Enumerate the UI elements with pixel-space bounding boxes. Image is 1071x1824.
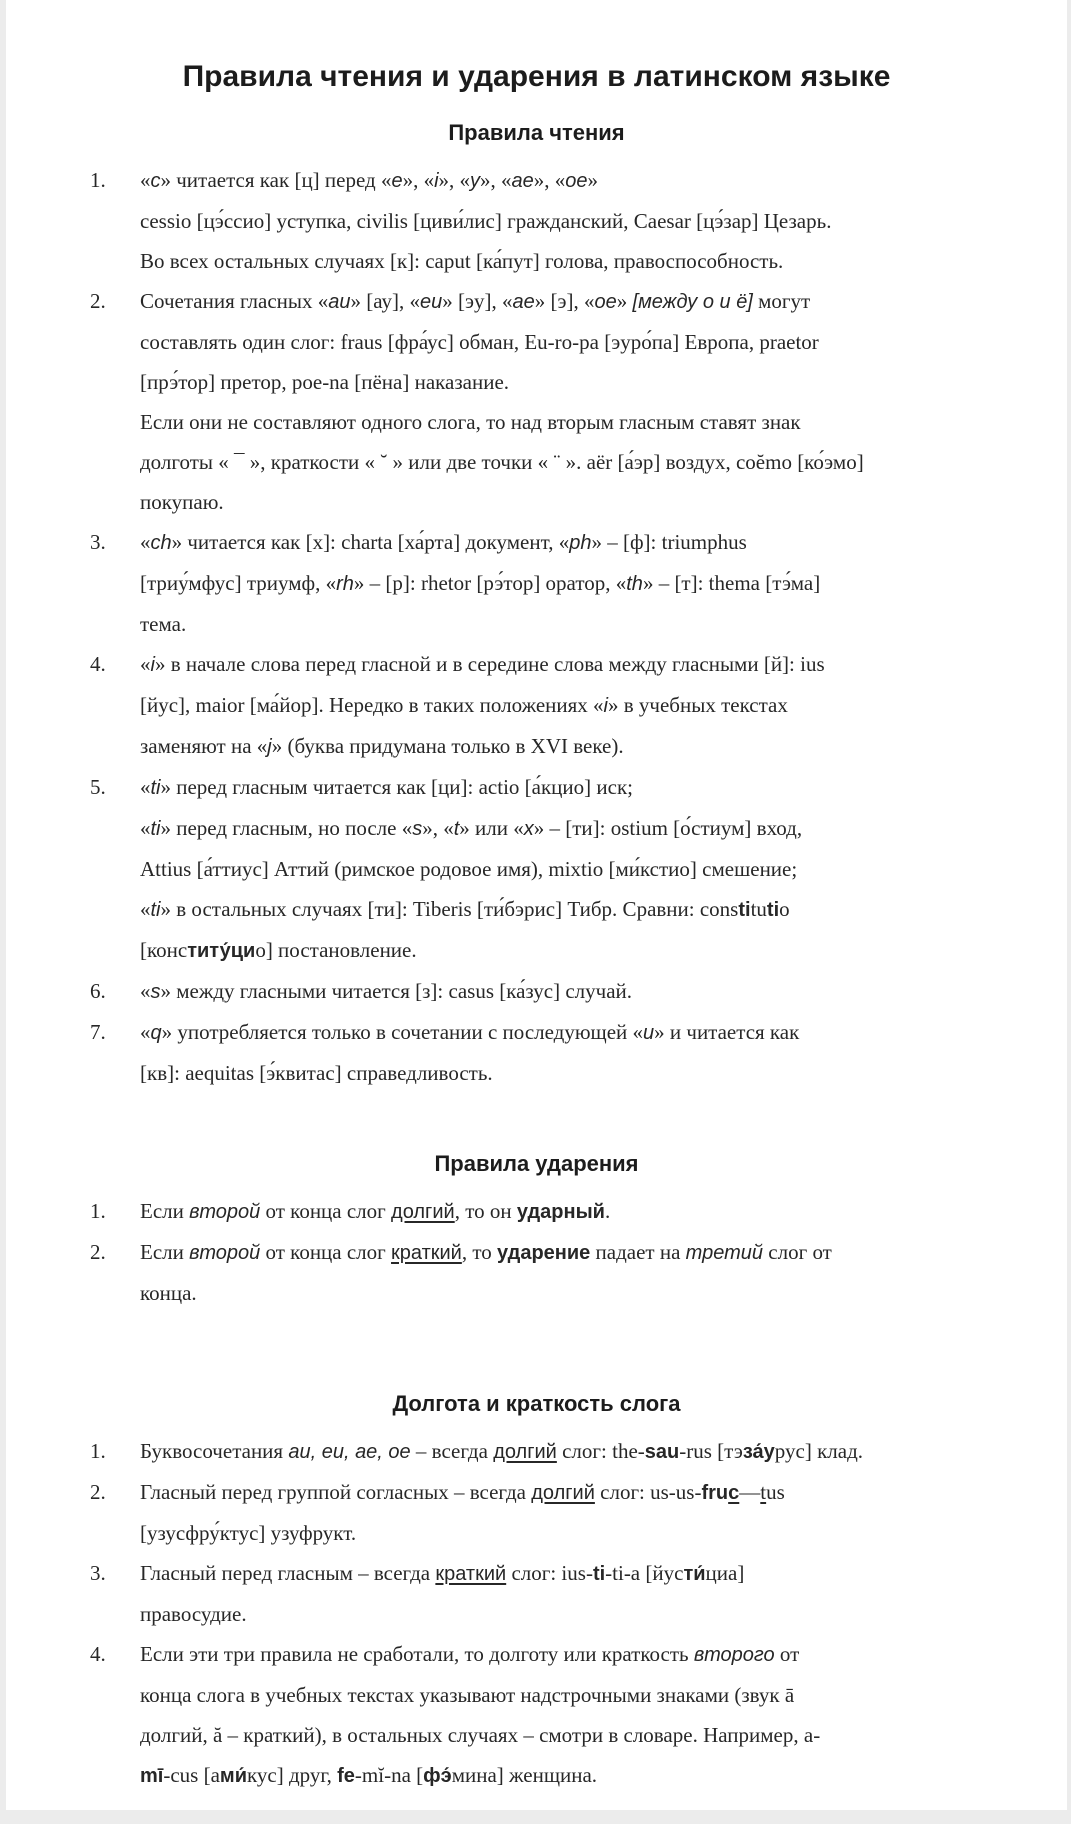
text-line <box>140 1675 1031 1715</box>
text-line <box>140 1273 1031 1313</box>
text-run: tu <box>750 897 767 921</box>
text-run: составлять один слог: fraus [фра́ус] обман, Eu-ro-pa [эуро́па] Европа, praetor <box>140 330 819 354</box>
text-run: Буквосочетания <box>140 1439 289 1463</box>
list-item <box>6 1232 1067 1313</box>
list-item-number: 1. <box>90 1199 106 1223</box>
text-run: ti <box>766 899 780 921</box>
list-item-content <box>140 1191 1031 1232</box>
text-run: долгий <box>391 1201 455 1223</box>
list-item <box>6 1012 1067 1093</box>
text-run: ti <box>150 899 161 921</box>
text-run: « <box>140 168 151 192</box>
text-line <box>140 160 1031 201</box>
list-item-content <box>140 522 1031 644</box>
list-item-content <box>140 160 1031 281</box>
text-run: » <box>616 289 633 313</box>
text-run: » [ау], « <box>350 289 421 313</box>
list-item <box>6 281 1067 522</box>
text-line <box>140 726 1031 767</box>
text-run: Если <box>140 1240 190 1264</box>
text-run: ch <box>150 532 172 554</box>
text-run: — <box>739 1480 761 1504</box>
text-line <box>140 1012 1031 1053</box>
text-run: ое <box>565 170 588 192</box>
document-title: Правила чтения и ударения в латинском языке <box>182 60 891 93</box>
section <box>6 1389 1067 1796</box>
text-run: » [э], « <box>534 289 595 313</box>
list-item <box>6 1431 1067 1472</box>
text-run: [прэ́тор] претор, poe-na [пёна] наказание. <box>140 370 510 394</box>
text-run: c <box>728 1482 740 1504</box>
text-line <box>140 930 1031 971</box>
text-run: [между о и ё] <box>632 291 753 313</box>
text-run: слог от <box>763 1240 832 1264</box>
text-run: Если они не составляют одного слога, то над вторым гласным ставят знак <box>140 410 801 434</box>
text-run: ае <box>511 170 534 192</box>
text-run: слог: the- <box>556 1439 645 1463</box>
section-heading: Правила ударения <box>434 1151 639 1176</box>
section <box>6 1149 1067 1313</box>
text-run: » [эу], « <box>442 289 513 313</box>
text-run: au <box>328 291 351 313</box>
text-run: » <box>587 168 599 192</box>
text-line <box>140 1191 1031 1232</box>
text-run: третий <box>685 1242 764 1264</box>
text-line <box>140 201 1031 241</box>
text-run: кус] друг, <box>247 1763 338 1787</box>
text-run: x <box>523 818 534 840</box>
text-line <box>140 604 1031 644</box>
text-line <box>140 1594 1031 1634</box>
list-item-number: 5. <box>90 775 106 799</box>
list-item-number: 7. <box>90 1020 106 1044</box>
text-run: Если <box>140 1199 190 1223</box>
text-run: от конца слог <box>260 1240 392 1264</box>
text-run: s <box>150 981 161 1003</box>
text-run: слог: us-us- <box>594 1480 702 1504</box>
rules-list <box>6 160 1067 1093</box>
text-run: » читается как [ц] перед « <box>160 168 392 192</box>
text-run: mī <box>140 1765 164 1787</box>
text-run: » между гласными читается [з]: casus [ка́зус] случай. <box>160 979 633 1003</box>
text-line <box>140 281 1031 322</box>
text-run: », « <box>422 816 454 840</box>
text-run: », « <box>533 168 566 192</box>
text-run: , то <box>461 1240 497 1264</box>
text-line <box>140 767 1031 808</box>
text-run: мина] женщина. <box>451 1763 598 1787</box>
text-line <box>140 1232 1031 1273</box>
text-run: слог: ius- <box>506 1561 593 1585</box>
text-line <box>140 685 1031 726</box>
text-run: j <box>267 736 272 758</box>
list-item-number: 4. <box>90 1642 106 1666</box>
list-item-number: 2. <box>90 1240 106 1264</box>
list-item-content <box>140 281 1031 522</box>
text-line <box>140 1715 1031 1755</box>
text-line <box>140 849 1031 889</box>
text-run: долгий <box>531 1482 595 1504</box>
list-item-content <box>140 971 1031 1012</box>
text-run: у <box>470 170 481 192</box>
text-run: -rus [тэ <box>679 1439 743 1463</box>
text-run: i <box>150 654 155 676</box>
text-run: » – [ти]: ostium [о́стиум] вход, <box>533 816 803 840</box>
text-run: t <box>453 818 460 840</box>
text-run: eu <box>420 291 443 313</box>
text-run: , то он <box>454 1199 517 1223</box>
list-item <box>6 522 1067 644</box>
text-line <box>140 522 1031 563</box>
text-run: ti <box>150 818 161 840</box>
text-run: рус] клад. <box>774 1439 864 1463</box>
text-run: второго <box>693 1644 775 1666</box>
text-run: u <box>643 1022 655 1044</box>
text-run: о] постановление. <box>255 938 417 962</box>
text-run: долгий <box>493 1441 557 1463</box>
list-item <box>6 1553 1067 1634</box>
text-run: « <box>140 897 151 921</box>
text-run: [триу́мфус] триумф, « <box>140 571 337 595</box>
text-run: » – [т]: thema [тэ́ма] <box>642 571 821 595</box>
text-run: » или « <box>459 816 524 840</box>
text-run: . <box>604 1199 611 1223</box>
text-run: – всегда <box>410 1439 494 1463</box>
text-run: q <box>150 1022 162 1044</box>
text-line <box>140 1513 1031 1553</box>
list-item-content <box>140 1634 1031 1796</box>
list-item <box>6 767 1067 971</box>
text-run: долготы « ¯ », краткости « ˘ » или две точки « ¨ ». aër [а́эр] воздух, coĕmo [ко́эмо] <box>140 450 864 474</box>
list-item <box>6 160 1067 281</box>
text-run: « <box>140 979 151 1003</box>
text-run: th <box>626 573 643 595</box>
list-item-number: 2. <box>90 289 106 313</box>
text-run: [конс <box>140 938 188 962</box>
text-run: cessio [цэ́ссио] уступка, civilis [циви́лис] гражданский, Caesar [цэ́зар] Цезарь. <box>140 209 832 233</box>
text-run: fru <box>701 1482 729 1504</box>
list-item-number: 1. <box>90 1439 106 1463</box>
text-run: [узусфру́ктус] узуфрукт. <box>140 1521 357 1545</box>
text-run: циа] <box>705 1561 745 1585</box>
text-run: титу́ци <box>187 940 256 962</box>
text-run: Гласный перед группой согласных – всегда <box>140 1480 532 1504</box>
text-run: ае <box>512 291 535 313</box>
text-run: ударный <box>516 1201 605 1223</box>
text-run: t <box>760 1480 767 1504</box>
text-run: » (буква придумана только в XVI веке). <box>271 734 624 758</box>
section-heading: Правила чтения <box>448 120 625 145</box>
text-run: », « <box>402 168 435 192</box>
text-run: rh <box>336 573 354 595</box>
text-run: » перед гласным читается как [ци]: actio [а́кцио] иск; <box>160 775 633 799</box>
list-item <box>6 644 1067 767</box>
text-run: s <box>412 818 423 840</box>
text-run: Сочетания гласных « <box>140 289 329 313</box>
text-run: ti <box>738 899 751 921</box>
list-item-content <box>140 1431 1031 1472</box>
text-run: Attius [а́ттиус] Аттий (римское родовое имя), mixtio [ми́кстио] смешение; <box>140 857 798 881</box>
text-run: падает на <box>590 1240 686 1264</box>
text-line <box>140 402 1031 442</box>
text-line <box>140 808 1031 849</box>
list-item-content <box>140 644 1031 767</box>
text-run: ph <box>569 532 592 554</box>
text-line <box>140 1755 1031 1796</box>
text-run: i <box>434 170 439 192</box>
list-item-content <box>140 1012 1031 1093</box>
text-run: с <box>150 170 161 192</box>
text-run: » читается как [х]: charta [ха́рта] документ, « <box>171 530 570 554</box>
text-run: i <box>603 695 608 717</box>
text-run: второй <box>189 1242 261 1264</box>
text-run: фэ́ <box>423 1765 452 1787</box>
text-line <box>140 889 1031 930</box>
text-run: от конца слог <box>260 1199 392 1223</box>
text-run: », « <box>438 168 471 192</box>
list-item <box>6 971 1067 1012</box>
text-run: -mĭ-na [ <box>354 1763 424 1787</box>
text-run: е <box>391 170 403 192</box>
text-line <box>140 322 1031 362</box>
text-line <box>140 1472 1031 1513</box>
text-run: от <box>774 1642 800 1666</box>
text-run: [йус], maior [ма́йор]. Нередко в таких положениях « <box>140 693 604 717</box>
text-run: правосудие. <box>140 1602 247 1626</box>
text-run: долгий, ă – краткий), в остальных случаях – смотри в словаре. Например, a- <box>140 1723 821 1747</box>
list-item <box>6 1191 1067 1232</box>
text-run: ti <box>150 777 161 799</box>
text-run: » – [ф]: triumphus <box>591 530 747 554</box>
text-run: -cus [а <box>163 1763 220 1787</box>
text-run: могут <box>752 289 811 313</box>
text-run: sau <box>644 1441 680 1463</box>
text-run: за́у <box>742 1441 775 1463</box>
text-run: покупаю. <box>140 490 224 514</box>
text-run: ti <box>592 1563 606 1585</box>
text-run: конца. <box>140 1281 197 1305</box>
text-line <box>140 563 1031 604</box>
list-item-number: 1. <box>90 168 106 192</box>
text-run: Гласный перед гласным – всегда <box>140 1561 436 1585</box>
text-run: » употребляется только в сочетании с последующей « <box>161 1020 644 1044</box>
text-run: -ti-a [йус <box>605 1561 684 1585</box>
text-run: fe <box>337 1765 355 1787</box>
text-run: » в учебных текстах <box>608 693 788 717</box>
text-run: конца слога в учебных текстах указывают надстрочными знаками (звук ā <box>140 1683 795 1707</box>
text-run: краткий <box>435 1563 507 1585</box>
list-item-content <box>140 1472 1031 1553</box>
rules-list <box>6 1431 1067 1796</box>
document-page <box>6 0 1067 1810</box>
text-run: краткий <box>391 1242 462 1264</box>
text-line <box>140 1553 1031 1594</box>
text-line <box>140 362 1031 402</box>
text-line <box>140 241 1031 281</box>
text-line <box>140 442 1031 482</box>
text-line <box>140 1053 1031 1093</box>
text-line <box>140 644 1031 685</box>
list-item-content <box>140 767 1031 971</box>
list-item-number: 3. <box>90 530 106 554</box>
text-run: Если эти три правила не сработали, то долготу или краткость <box>140 1642 694 1666</box>
list-item-number: 4. <box>90 652 106 676</box>
list-item-content <box>140 1232 1031 1313</box>
list-item <box>6 1634 1067 1796</box>
text-run: « <box>140 775 151 799</box>
text-run: [кв]: aequitas [э́квитас] справедливость. <box>140 1061 493 1085</box>
section <box>6 118 1067 1093</box>
rules-list <box>6 1191 1067 1313</box>
list-item-number: 2. <box>90 1480 106 1504</box>
text-run: второй <box>189 1201 261 1223</box>
text-run: ое <box>594 291 617 313</box>
text-run: au, eu, ae, oe <box>288 1441 411 1463</box>
text-run: заменяют на « <box>140 734 268 758</box>
text-run: o <box>779 897 790 921</box>
text-run: ти́ <box>683 1563 706 1585</box>
text-run: тема. <box>140 612 187 636</box>
text-run: » перед гласным, но после « <box>160 816 413 840</box>
text-run: » в начале слова перед гласной и в середине слова между гласными [й]: ius <box>154 652 825 676</box>
section-heading: Долгота и краткость слога <box>392 1391 681 1416</box>
text-line <box>140 1634 1031 1675</box>
text-line <box>140 1431 1031 1472</box>
list-item-number: 6. <box>90 979 106 1003</box>
text-run: » в остальных случаях [ти]: Tiberis [ти́бэрис] Тибр. Сравни: cons <box>160 897 739 921</box>
text-run: » и читается как <box>654 1020 800 1044</box>
text-run: Во всех остальных случаях [к]: caput [ка́пут] голова, правоспособность. <box>140 249 784 273</box>
text-run: « <box>140 652 151 676</box>
list-item-number: 3. <box>90 1561 106 1585</box>
text-line <box>140 971 1031 1012</box>
document-body <box>6 118 1067 1796</box>
text-run: « <box>140 816 151 840</box>
text-run: « <box>140 1020 151 1044</box>
text-run: us <box>766 1480 785 1504</box>
text-run: ударение <box>497 1242 591 1264</box>
text-run: », « <box>480 168 512 192</box>
text-run: » – [р]: rhetor [рэ́тор] оратор, « <box>353 571 627 595</box>
text-run: ми́ <box>219 1765 247 1787</box>
list-item-content <box>140 1553 1031 1634</box>
text-line <box>140 482 1031 522</box>
text-run: « <box>140 530 151 554</box>
list-item <box>6 1472 1067 1553</box>
